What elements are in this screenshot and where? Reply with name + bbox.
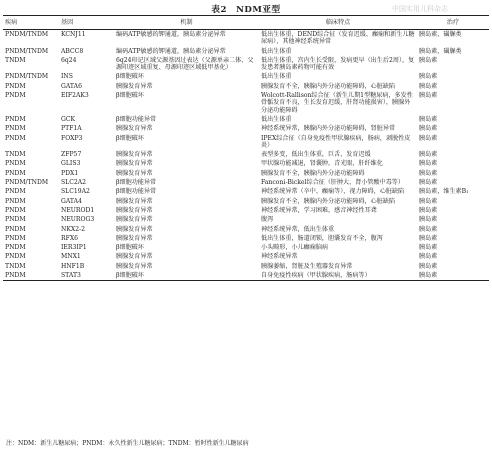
cell-disease: PNDM — [5, 272, 26, 280]
cell-disease: PNDM/TNDM — [5, 47, 49, 55]
cell-mechanism: β细胞破坏 — [116, 92, 144, 100]
table-row — [3, 178, 489, 187]
table-row — [3, 72, 489, 81]
cell-mechanism: 胰腺发育异常 — [116, 169, 153, 177]
header-row — [3, 16, 489, 30]
cell-treatment: 胰岛素 — [419, 197, 438, 205]
cell-gene: ZFP57 — [61, 151, 82, 159]
cell-gene: GATA6 — [61, 82, 82, 90]
table-row — [3, 225, 489, 234]
cell-clinical-features: 甲状腺功能减退，肾囊肿，青光眼，肝纤维化 — [261, 160, 383, 168]
cell-treatment: 胰岛素 — [419, 179, 438, 187]
cell-disease: PNDM — [5, 244, 26, 252]
cell-gene: INS — [61, 73, 73, 81]
cell-disease: PNDM — [5, 206, 26, 214]
cell-gene: PTF1A — [61, 125, 82, 133]
cell-mechanism: 编码ATP敏感的钾通道，胰岛素分泌异常 — [116, 31, 226, 38]
table-row — [3, 56, 489, 73]
cell-clinical-features: 低出生体重 — [261, 73, 292, 81]
cell-treatment: 胰岛素 — [419, 73, 438, 81]
cell-disease: TNDM — [5, 151, 26, 159]
cell-disease: PNDM — [5, 225, 26, 233]
cell-mechanism: 胰腺发育异常 — [116, 125, 153, 133]
cell-disease: PNDM — [5, 115, 26, 123]
cell-disease: PNDM — [5, 188, 26, 196]
cell-clinical-features: Wolcott-Rallison综合征（新生儿期1型糖尿病，多发性骨骺发育不良，生长发育迟缓，肝肾功能损害），胰腺外分泌功能障碍 — [261, 92, 413, 114]
table-row — [3, 91, 489, 115]
header-gene: 基因 — [61, 18, 74, 26]
cell-treatment: 胰岛素 — [419, 234, 438, 242]
cell-clinical-features: 自身免疫性疾病（甲状腺疾病，肠病等） — [261, 272, 371, 280]
cell-disease: TNDM — [5, 262, 26, 270]
header-disease: 疾病 — [5, 18, 18, 26]
cell-clinical-features: 神经系统异常，胰腺内外分泌功能障碍，肾脏异常 — [261, 125, 396, 133]
header-treatment: 治疗 — [446, 18, 460, 26]
table-row — [3, 169, 489, 178]
cell-clinical-features: 神经系统异常，低出生体重 — [261, 225, 335, 233]
cell-gene: NKX2-2 — [61, 225, 86, 233]
cell-mechanism: 胰腺发育异常 — [116, 160, 153, 168]
cell-gene: PDX1 — [61, 169, 79, 177]
cell-treatment: 胰岛素 — [419, 82, 438, 90]
watermark: 中国实用儿科杂志 — [392, 5, 448, 13]
cell-treatment: 胰岛素 — [419, 115, 438, 123]
cell-clinical-features: 神经系统异常（卒中、癫痫等），视力障碍，心脏缺陷 — [261, 188, 405, 196]
cell-clinical-features: 表型多变，低出生体重，巨舌，发育迟缓 — [261, 151, 371, 159]
cell-mechanism: 胰腺发育异常 — [116, 262, 153, 270]
cell-treatment: 胰岛素，磺脲类 — [419, 31, 462, 38]
cell-disease: PNDM/TNDM — [5, 179, 49, 187]
cell-disease: PNDM — [5, 160, 26, 168]
cell-mechanism: β细胞功能异常 — [116, 115, 157, 123]
cell-clinical-features: 神经系统异常，学习困难，感音神经性耳聋 — [261, 206, 377, 214]
cell-treatment: 胰岛素 — [419, 134, 438, 142]
cell-gene: KCNJ11 — [61, 31, 86, 38]
cell-clinical-features: 胰腺发育不全，胰腺内外分泌功能障碍，心脏缺陷 — [261, 82, 396, 90]
cell-gene: 6q24 — [61, 56, 77, 64]
table-row — [3, 206, 489, 215]
cell-mechanism: β细胞破坏 — [116, 272, 144, 280]
cell-disease: PNDM — [5, 92, 26, 100]
cell-gene: ABCC8 — [61, 47, 84, 55]
cell-disease: PNDM — [5, 197, 26, 205]
cell-gene: FOXP3 — [61, 134, 83, 142]
cell-disease: PNDM — [5, 125, 26, 133]
cell-treatment: 胰岛素 — [419, 169, 438, 177]
cell-mechanism: 胰腺发育异常 — [116, 225, 153, 233]
table-row — [3, 215, 489, 224]
cell-treatment: 胰岛素 — [419, 272, 438, 280]
cell-gene: STAT3 — [61, 272, 81, 280]
header-clinical-features: 临床特点 — [325, 18, 351, 26]
table-body — [3, 30, 489, 281]
header-mechanism: 机制 — [180, 18, 193, 26]
cell-gene: MNX1 — [61, 253, 81, 261]
cell-clinical-features: 低出生体重 — [261, 47, 292, 55]
table-row — [3, 197, 489, 206]
cell-mechanism: 编码ATP敏感的钾通道，胰岛素分泌异常 — [116, 47, 226, 55]
cell-disease: PNDM/TNDM — [5, 73, 49, 81]
ndm-subtype-table — [3, 15, 489, 281]
table-row — [3, 234, 489, 243]
cell-clinical-features: 胰腺发育不全，胰腺内外分泌功能障碍 — [261, 169, 365, 177]
cell-disease: PNDM — [5, 216, 26, 224]
cell-mechanism: 胰腺发育异常 — [116, 197, 153, 205]
cell-clinical-features: Fanconi-Bickel综合征（肝肿大、肾小管酸中毒等） — [261, 179, 404, 187]
table-footnote: 注：NDM：新生儿糖尿病；PNDM：永久性新生儿糖尿病；TNDM：暂时性新生儿糖尿病 — [6, 440, 249, 447]
cell-treatment: 胰岛素，磺脲类 — [419, 47, 462, 55]
cell-gene: IER3IP1 — [61, 244, 87, 252]
table-row — [3, 159, 489, 168]
cell-treatment: 胰岛素 — [419, 225, 438, 233]
cell-clinical-features: 小头畸形，小儿癫痫脑病 — [261, 244, 329, 252]
cell-mechanism: 胰腺发育异常 — [116, 216, 153, 224]
cell-treatment: 胰岛素 — [419, 151, 438, 159]
cell-treatment: 胰岛素，维生素B₁ — [419, 188, 469, 196]
cell-gene: SLC2A2 — [61, 179, 87, 187]
table-row — [3, 47, 489, 56]
cell-treatment: 胰岛素 — [419, 92, 438, 100]
cell-disease: PNDM/TNDM — [5, 31, 49, 38]
table-title: 表2 NDM亚型 — [211, 5, 281, 15]
cell-treatment: 胰岛素 — [419, 206, 438, 214]
cell-mechanism: β细胞破坏 — [116, 73, 144, 81]
cell-treatment: 胰岛素 — [419, 125, 438, 133]
table-header — [3, 16, 489, 30]
cell-gene: EIF2AK3 — [61, 92, 89, 100]
cell-mechanism: 胰腺发育异常 — [116, 151, 153, 159]
cell-clinical-features: 低出生体重，肠道闭锁，胆囊发育不全，腹泻 — [261, 234, 383, 242]
cell-mechanism: 胰腺发育异常 — [116, 253, 153, 261]
cell-disease: TNDM — [5, 56, 26, 64]
cell-mechanism: 胰腺发育异常 — [116, 82, 153, 90]
cell-gene: GATA4 — [61, 197, 82, 205]
cell-gene: SLC19A2 — [61, 188, 90, 196]
cell-disease: PNDM — [5, 134, 26, 142]
cell-disease: PNDM — [5, 234, 26, 242]
cell-gene: GLIS3 — [61, 160, 81, 168]
cell-mechanism: 胰腺发育异常 — [116, 234, 153, 242]
cell-gene: RFX6 — [61, 234, 79, 242]
cell-clinical-features: 胰腺发育不全，胰腺内外分泌功能障碍，心脏缺陷 — [261, 197, 396, 205]
cell-disease: PNDM — [5, 253, 26, 261]
table-row — [3, 150, 489, 159]
table-row — [3, 82, 489, 91]
table-row — [3, 252, 489, 261]
cell-mechanism: β细胞破坏 — [116, 244, 144, 252]
cell-mechanism: β细胞破坏 — [116, 134, 144, 142]
cell-treatment: 胰岛素 — [419, 253, 438, 261]
cell-treatment: 胰岛素 — [419, 244, 438, 252]
cell-clinical-features: IPEX综合征（自身免疫性甲状腺疾病，肠病，剥脱性皮炎） — [261, 134, 411, 149]
cell-clinical-features: 神经系统异常 — [261, 253, 298, 261]
cell-treatment: 胰岛素 — [419, 160, 438, 168]
table-row — [3, 187, 489, 196]
cell-gene: NEUROG3 — [61, 216, 95, 224]
cell-treatment: 胰岛素 — [419, 262, 438, 270]
cell-disease: PNDM — [5, 169, 26, 177]
table-row — [3, 115, 489, 124]
cell-treatment: 胰岛素 — [419, 56, 438, 64]
cell-mechanism: β细胞功能异常 — [116, 179, 157, 187]
cell-clinical-features: 低出生体重，DEND综合征（发育迟缓、癫痫和新生儿糖尿病），其他神经系统异常 — [261, 31, 415, 46]
cell-gene: HNF1B — [61, 262, 85, 270]
cell-mechanism: 6q24印记区域父源基因过表达（父源单亲二体、父源印迹区域重复、母源印迹区域低甲基化） — [116, 56, 254, 72]
cell-gene: NEUROD1 — [61, 206, 95, 214]
cell-clinical-features: 胰腺萎缩，肾脏及生殖器发育异常 — [261, 262, 353, 270]
cell-clinical-features: 低出生体重 — [261, 115, 292, 123]
cell-clinical-features: 腹泻 — [261, 216, 274, 224]
table-row — [3, 124, 489, 133]
cell-gene: GCK — [61, 115, 76, 123]
table-row — [3, 30, 489, 47]
cell-disease: PNDM — [5, 82, 26, 90]
cell-clinical-features: 低出生体重，宫内生长受限，发病更早（出生后2周），复发患者胰岛素药物可能有效 — [261, 56, 415, 72]
table-row — [3, 243, 489, 252]
table-row — [3, 271, 489, 281]
table-row — [3, 262, 489, 271]
table-row — [3, 134, 489, 151]
cell-treatment: 胰岛素 — [419, 216, 438, 224]
cell-mechanism: 胰腺发育异常 — [116, 206, 153, 214]
cell-mechanism: β细胞功能异常 — [116, 188, 157, 196]
